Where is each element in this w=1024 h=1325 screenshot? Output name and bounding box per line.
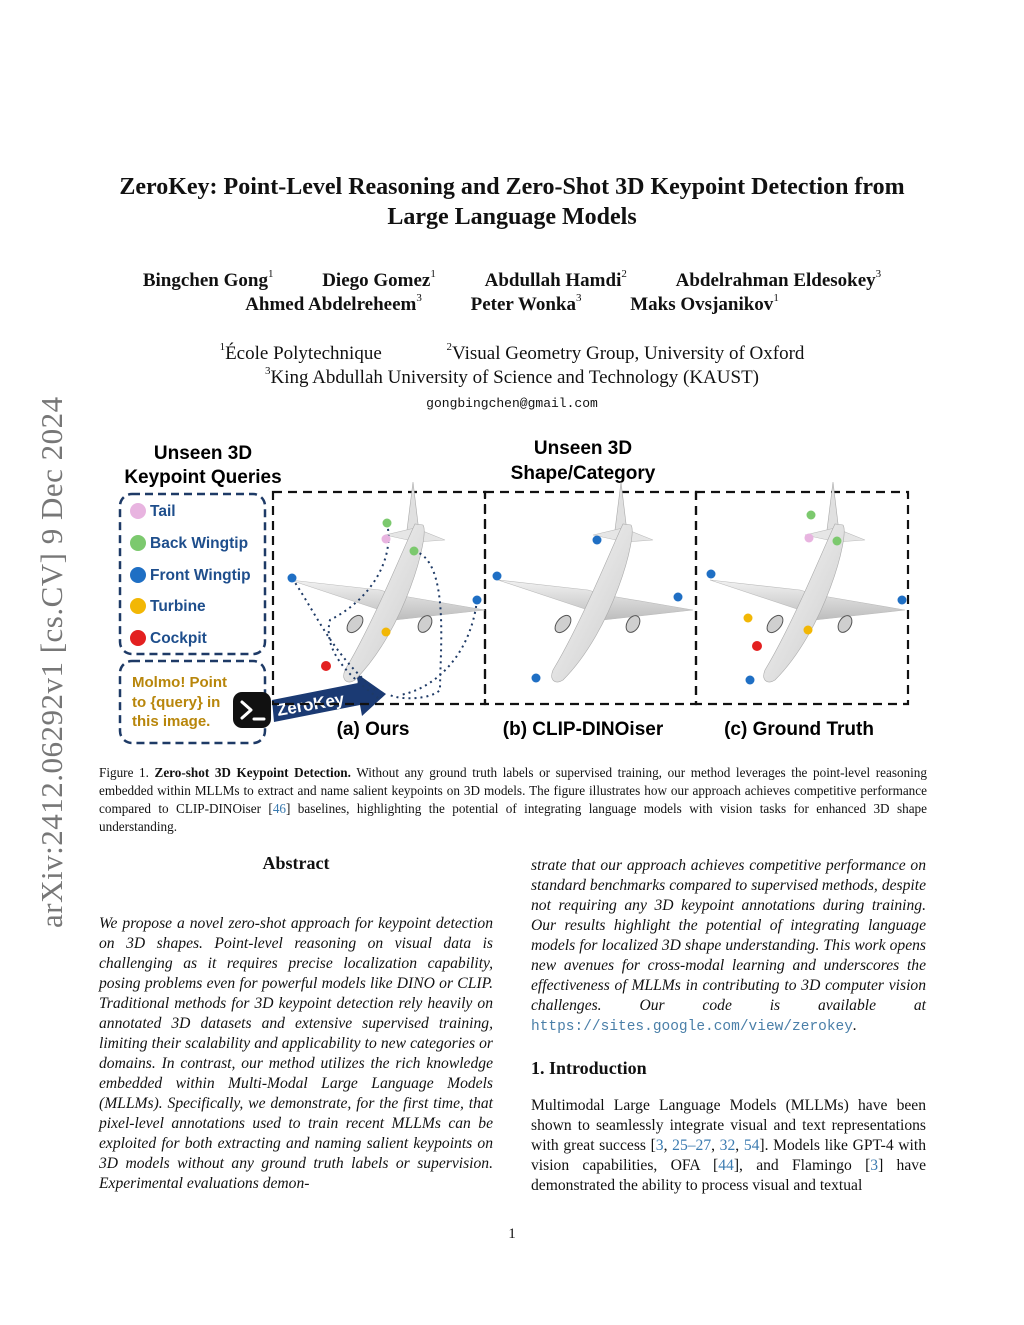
intro-text-3: ], and Flamingo [ [733, 1157, 871, 1174]
abstract-body-right [531, 856, 926, 1037]
intro-sep: , [735, 1137, 744, 1154]
title-line-2: Large Language Models [387, 204, 637, 230]
query-item-cockpit [130, 630, 207, 647]
intro-sep: , [663, 1137, 673, 1154]
keypoint-c-cockpit [752, 641, 762, 651]
caption-bold: Zero-shot 3D Keypoint Detection. [154, 765, 351, 780]
query-label-cockpit: Cockpit [150, 630, 207, 647]
affiliations-row-1 [100, 343, 924, 365]
keypoint-c-tail [805, 534, 814, 543]
prompt-line-3: this image. [132, 713, 211, 730]
intro-sep: , [711, 1137, 720, 1154]
keypoint-c-back-wingtip-2 [833, 537, 842, 546]
figure-1-graphic [0, 430, 1024, 760]
introduction-heading: 1. Introduction [531, 1058, 647, 1078]
authors-row-2 [100, 294, 924, 316]
panel-c-label: (c) Ground Truth [724, 719, 874, 740]
keypoint-a-front-wingtip-1 [288, 574, 297, 583]
queries-title-2: Keypoint Queries [124, 467, 282, 488]
intro-text-4: ] have demonstrated the ability to process visual and textual [531, 1157, 926, 1194]
prompt-line-1: Molmo! Point [132, 674, 227, 691]
url-end: . [852, 1017, 857, 1034]
intro-citation[interactable]: 54 [743, 1137, 760, 1154]
keypoint-a-tail [382, 535, 391, 544]
keypoint-a-turbine [382, 628, 391, 637]
query-label-front-wingtip: Front Wingtip [150, 567, 251, 584]
shape-title-2: Shape/Category [510, 463, 656, 484]
query-item-back-wingtip [130, 535, 248, 552]
affiliation: $^3$King Abdullah University of Science and Technology (KAUST) [264, 365, 760, 388]
caption-citation[interactable]: 46 [272, 801, 287, 816]
keypoint-c-turbine-1 [744, 614, 753, 623]
figure-1 [0, 430, 1024, 760]
keypoint-c-front-wingtip-1 [707, 570, 716, 579]
shape-title-1: Unseen 3D [533, 438, 633, 459]
query-label-tail: Tail [150, 503, 176, 520]
affiliations-row-2 [100, 367, 924, 389]
keypoint-b-2 [493, 572, 502, 581]
authors-row-1 [100, 270, 924, 292]
abstract-body-left: We propose a novel zero-shot approach for keypoint detection on 3D shapes. Point-level reasoning on visual data is challenging as it requires precise localization capability, posing problems even for powerful models like DINO or CLIP. Traditional methods for 3D keypoint detection rely heavily on annotated 3D datasets and extensive supervised training, limiting their scalability and applicability to new categories or domains. In contrast, our method utilizes the rich knowledge embedded within Multi-Modal Large Language Models (MLLMs). Specifically, we demonstrate, for the first time, that pixel-level annotations used to train recent MLLMs can be exploited for both extracting and naming salient keypoints on 3D models without any ground truth labels or supervision. Experimental evaluations demon- [99, 915, 493, 1192]
legend-dot-tail [130, 503, 146, 519]
caption-prefix: Figure 1. [99, 765, 149, 780]
keypoint-c-turbine-2 [804, 626, 813, 635]
intro-text-1: Multimodal Large Language Models (MLLMs) have been shown to seamlessly integrate visual and text representations with great success [ [531, 1097, 926, 1154]
plane-render-c [710, 482, 905, 682]
keypoint-a-front-wingtip-2 [473, 596, 482, 605]
author: Diego Gomez$^1$ [322, 268, 436, 291]
keypoint-b-4 [532, 674, 541, 683]
zerokey-label: ZeroKey [275, 689, 346, 720]
terminal-icon [233, 692, 271, 728]
panel-b-label: (b) CLIP-DINOiser [502, 719, 664, 740]
query-item-front-wingtip [130, 567, 251, 584]
paper-title [100, 172, 924, 232]
author: Bingchen Gong$^1$ [142, 268, 274, 291]
intro-citation[interactable]: 3 [655, 1137, 664, 1154]
keypoint-b-1 [593, 536, 602, 545]
figure-caption [99, 764, 927, 836]
intro-text-2: ]. Models like GPT-4 with vision capabilities, OFA [ [531, 1137, 926, 1174]
author-email[interactable]: gongbingchen@gmail.com [426, 396, 598, 411]
plane-render-a [290, 482, 485, 682]
legend-dot-cockpit [130, 630, 146, 646]
legend-dot-front-wingtip [130, 567, 146, 583]
intro-citation[interactable]: 25–27 [672, 1137, 712, 1154]
keypoint-b-3 [674, 593, 683, 602]
keypoint-a-cockpit [321, 661, 331, 671]
query-label-back-wingtip: Back Wingtip [150, 535, 249, 552]
prompt-line-2: to {query} in [132, 694, 221, 711]
panel-a-label: (a) Ours [336, 719, 410, 740]
intro-citation[interactable]: 44 [718, 1157, 734, 1174]
plane-render-b [498, 482, 693, 682]
arxiv-id: arXiv:2412.06292v1 [cs.CV] 9 Dec 2024 [34, 396, 69, 928]
query-label-turbine: Turbine [150, 598, 206, 615]
keypoint-a-back-wingtip-2 [410, 547, 419, 556]
legend-dot-back-wingtip [130, 535, 146, 551]
author: Maks Ovsjanikov$^1$ [630, 292, 779, 315]
query-item-turbine [130, 598, 206, 615]
caption-text-2: ] baselines, highlighting the potential of integrating language models with vision tasks for enhanced 3D shape understanding. [99, 801, 927, 834]
project-url-link[interactable]: https://sites.google.com/view/zerokey [531, 1019, 853, 1035]
keypoint-c-nose [746, 676, 755, 685]
affiliation: $^2$Visual Geometry Group, University of Oxford [446, 341, 805, 364]
intro-citation[interactable]: 3 [870, 1157, 879, 1174]
introduction-body [531, 1096, 926, 1196]
keypoint-a-back-wingtip-1 [383, 519, 392, 528]
intro-citation[interactable]: 32 [719, 1137, 736, 1154]
author: Abdullah Hamdi$^2$ [484, 268, 627, 291]
query-item-tail [130, 503, 176, 520]
author: Peter Wonka$^3$ [470, 292, 582, 315]
title-line-1: ZeroKey: Point-Level Reasoning and Zero-Shot 3D Keypoint Detection from [119, 174, 905, 200]
keypoint-c-back-wingtip-1 [807, 511, 816, 520]
author: Abdelrahman Eldesokey$^3$ [675, 268, 882, 291]
keypoint-c-front-wingtip-2 [898, 596, 907, 605]
legend-dot-turbine [130, 598, 146, 614]
affiliation: $^1$École Polytechnique [219, 341, 382, 364]
page-number: 1 [508, 1226, 516, 1242]
author: Ahmed Abdelreheem$^3$ [245, 292, 422, 315]
abstract-heading: Abstract [262, 853, 330, 873]
abstract-continuation: strate that our approach achieves competitive performance on standard benchmarks compared to supervised methods, despite not requiring any 3D keypoint annotations during training. Our results highlight the potential of integrating language models for localized 3D shape understanding. This work opens new avenues for cross-modal learning and underscores the effectiveness of MLLMs in contributing to 3D computer vision challenges. Our code is available at [531, 857, 926, 1014]
caption-text-1: Without any ground truth labels or supervised training, our method leverages the point-level reasoning embedded within MLLMs to extract and name salient keypoints on 3D models. The figure illustrates how our approach achieves competitive performance compared to CLIP-DINOiser [ [99, 765, 927, 816]
queries-title-1: Unseen 3D [153, 443, 253, 464]
